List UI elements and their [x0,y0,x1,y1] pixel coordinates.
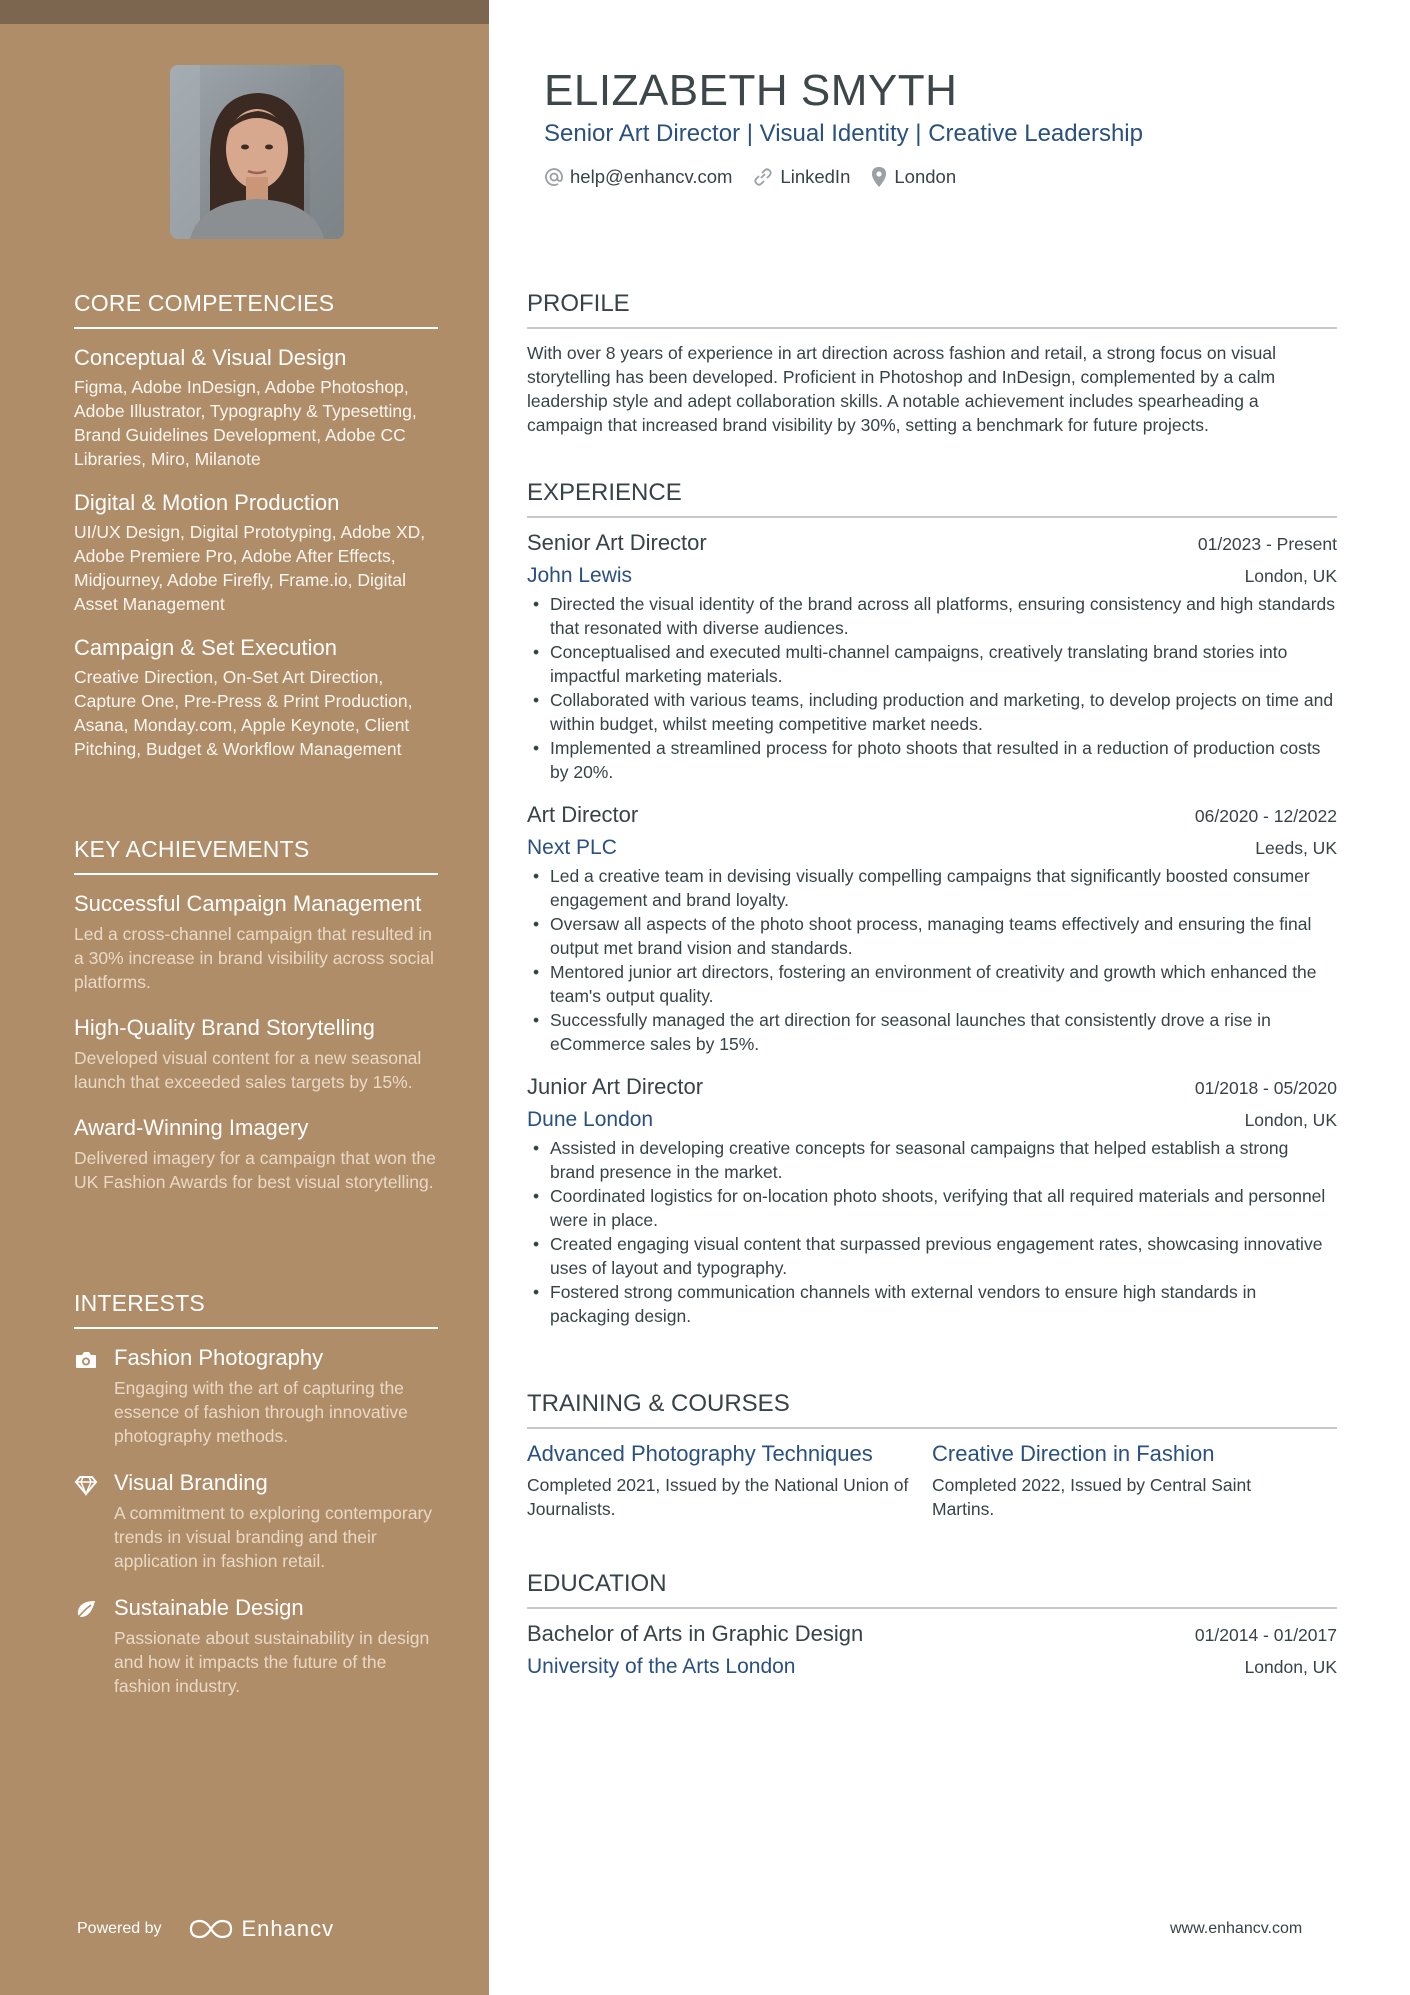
core-competencies-section [74,290,438,780]
degree-title: Bachelor of Arts in Graphic Design [527,1621,864,1646]
contact-bar [544,166,976,188]
contact-location-text: London [894,166,957,187]
achievement-item [74,1115,438,1194]
section-heading: INTERESTS [74,1290,438,1329]
education-section [527,1570,1337,1683]
achievement-text: Delivered imagery for a campaign that won the UK Fashion Awards for best visual storytelling. [74,1148,436,1192]
job-bullet: • Led a creative team in devising visually compelling campaigns that significantly boosted consumer engagement and brand loyalty. [527,864,1337,912]
course-item [527,1441,932,1521]
course-title: Creative Direction in Fashion [932,1441,1215,1466]
competency-title: Conceptual & Visual Design [74,345,347,370]
course-title: Advanced Photography Techniques [527,1441,873,1466]
job-bullet: • Created engaging visual content that surpassed previous engagement rates, showcasing innovative uses of layout and typography. [527,1232,1337,1280]
education-date: 01/2014 - 01/2017 [1194,1625,1337,1645]
competency-item [74,490,438,616]
job-bullet: • Implemented a streamlined process for photo shoots that resulted in a reduction of production costs by 20%. [527,736,1337,784]
course-details: Completed 2021, Issued by the National Union of Journalists. [527,1475,909,1519]
job-bullet: • Directed the visual identity of the brand across all platforms, ensuring consistency and high standards that resonated with diverse audiences. [527,592,1337,640]
interest-title: Sustainable Design [114,1595,304,1620]
job-bullet: • Fostered strong communication channels with external vendors to ensure high standards in packaging design. [527,1280,1337,1328]
section-heading: EDUCATION [527,1570,1337,1609]
job-date: 01/2018 - 05/2020 [1194,1078,1337,1098]
website-link[interactable]: www.enhancv.com [1170,1920,1303,1937]
achievement-title: Award-Winning Imagery [74,1115,309,1140]
powered-by-label: Powered by [77,1920,162,1937]
sidebar-top-bar [0,0,489,24]
job-title: Art Director [527,802,639,827]
leaf-icon [74,1599,98,1621]
achievement-text: Developed visual content for a new seasonal launch that exceeded sales targets by 15%. [74,1048,422,1092]
job-bullet: • Oversaw all aspects of the photo shoot process, managing teams effectively and ensuring the final output met brand vision and standards. [527,912,1337,960]
profile-section [527,290,1337,437]
contact-linkedin-text: LinkedIn [780,166,851,187]
location-icon [870,166,888,188]
at-icon [544,167,564,187]
experience-entry [527,530,1337,784]
section-heading: CORE COMPETENCIES [74,290,438,329]
interest-title: Fashion Photography [114,1345,324,1370]
job-date: 01/2023 - Present [1197,534,1337,554]
experience-entry [527,1074,1337,1328]
interest-text: Passionate about sustainability in design and how it impacts the future of the fashion industry. [114,1628,430,1696]
enhancv-brand: Enhancv [241,1916,335,1941]
course-item [932,1441,1337,1521]
contact-email[interactable] [544,166,732,188]
job-location: London, UK [1244,566,1337,586]
experience-entry [527,802,1337,1056]
interest-text: Engaging with the art of capturing the essence of fashion through innovative photography methods. [114,1378,408,1446]
contact-email-text: help@enhancv.com [570,166,733,187]
interest-item [74,1345,438,1448]
job-location: Leeds, UK [1255,838,1337,858]
school-name: University of the Arts London [527,1655,796,1678]
competency-title: Digital & Motion Production [74,490,340,515]
competency-title: Campaign & Set Execution [74,635,337,660]
achievement-title: Successful Campaign Management [74,891,422,916]
candidate-name: ELIZABETH SMYTH [544,66,958,115]
section-heading: PROFILE [527,290,1337,329]
section-heading: TRAINING & COURSES [527,1390,1337,1429]
job-title: Junior Art Director [527,1074,704,1099]
job-title: Senior Art Director [527,530,707,555]
job-bullet: • Assisted in developing creative concepts for seasonal campaigns that helped establish a strong brand presence in the market. [527,1136,1337,1184]
course-details: Completed 2022, Issued by Central Saint Martins. [932,1475,1252,1519]
camera-icon [74,1349,98,1371]
experience-section [527,479,1337,1346]
job-bullet: • Mentored junior art directors, fostering an environment of creativity and growth which enhanced the team's output quality. [527,960,1337,1008]
job-bullets [527,592,1337,784]
interest-item [74,1595,438,1698]
profile-photo [170,65,344,239]
job-company: Dune London [527,1108,654,1131]
job-company: Next PLC [527,836,617,859]
job-bullet: • Collaborated with various teams, including production and marketing, to develop projects on time and within budget, whilst meeting competitive market needs. [527,688,1337,736]
contact-location [870,166,956,188]
competency-skills: Figma, Adobe InDesign, Adobe Photoshop, Adobe Illustrator, Typography & Typesetting, Brand Guidelines Development, Adobe CC Libraries, Miro, Milanote [74,377,417,469]
job-bullets [527,864,1337,1056]
achievement-item [74,1015,438,1094]
job-date: 06/2020 - 12/2022 [1194,806,1337,826]
job-bullet: • Coordinated logistics for on-location photo shoots, verifying that all required materials and personnel were in place. [527,1184,1337,1232]
contact-linkedin[interactable] [752,166,850,188]
candidate-headline: Senior Art Director | Visual Identity | Creative Leadership [544,120,1143,147]
job-company: John Lewis [527,564,633,587]
sidebar [0,0,489,1995]
competency-item [74,345,438,471]
section-heading: KEY ACHIEVEMENTS [74,836,438,875]
section-heading: EXPERIENCE [527,479,1337,518]
enhancv-logo[interactable] [188,1916,335,1942]
education-location: London, UK [1244,1657,1337,1677]
interest-text: A commitment to exploring contemporary trends in visual branding and their application in fashion retail. [114,1503,433,1571]
profile-summary: With over 8 years of experience in art direction across fashion and retail, a strong focus on visual storytelling has been developed. Proficient in Photoshop and InDesign, complemented by a calm leadership style and adept collaboration skills. A notable achievement includes spearheading a campaign that increased brand visibility by 30%, setting a benchmark for future projects. [527,343,1276,435]
achievement-text: Led a cross-channel campaign that resulted in a 30% increase in brand visibility across social platforms. [74,924,434,992]
competency-skills: UI/UX Design, Digital Prototyping, Adobe XD, Adobe Premiere Pro, Adobe After Effects, Midjourney, Adobe Firefly, Frame.io, Digital Asset Management [74,522,426,614]
powered-by [77,1916,334,1942]
training-section [527,1390,1337,1521]
job-bullets [527,1136,1337,1328]
link-icon [752,167,774,187]
key-achievements-section [74,836,438,1215]
achievement-title: High-Quality Brand Storytelling [74,1015,375,1040]
job-bullet: • Successfully managed the art direction for seasonal launches that consistently drove a rise in eCommerce sales by 15%. [527,1008,1337,1056]
interests-section [74,1290,438,1720]
job-bullet: • Conceptualised and executed multi-channel campaigns, creatively translating brand stories into impactful marketing materials. [527,640,1337,688]
interest-item [74,1470,438,1573]
interest-title: Visual Branding [114,1470,268,1495]
job-location: London, UK [1244,1110,1337,1130]
diamond-icon [74,1474,98,1496]
achievement-item [74,891,438,994]
competency-skills: Creative Direction, On-Set Art Direction, Capture One, Pre-Press & Print Production, Asana, Monday.com, Apple Keynote, Client Pitching, Budget & Workflow Management [74,667,413,759]
competency-item [74,635,438,761]
enhancv-logo-icon [188,1917,234,1941]
